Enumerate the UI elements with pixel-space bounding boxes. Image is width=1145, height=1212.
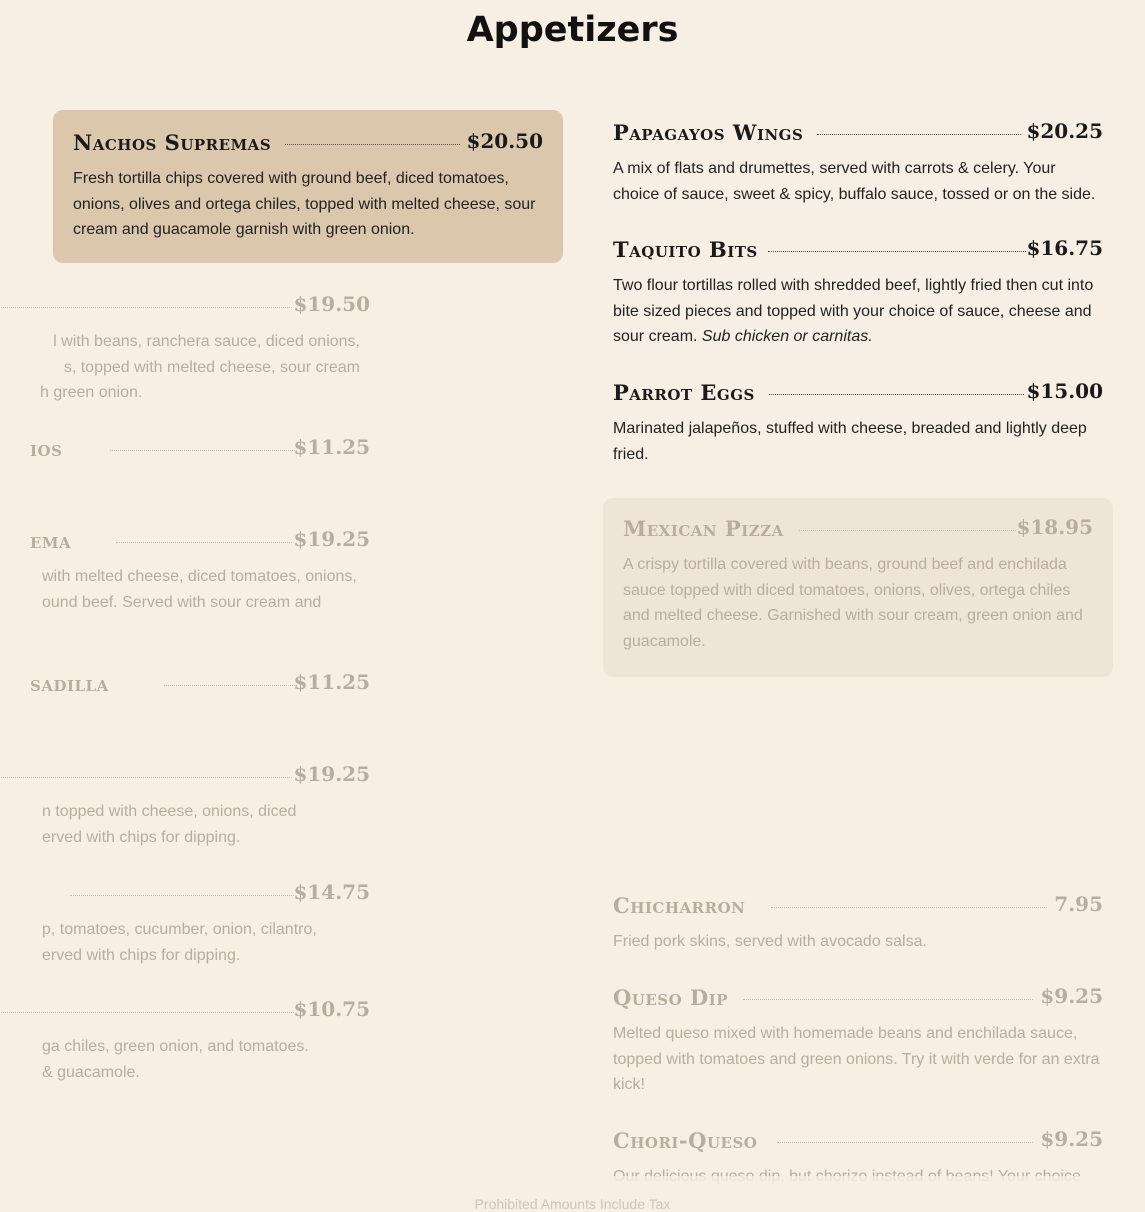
item-name: Mexican Pizza [623, 516, 784, 541]
page-title: Appetizers [466, 10, 679, 50]
item-description-line: p, tomatoes, cucumber, onion, cilantro, [42, 921, 317, 938]
item-name: Chicharron [613, 893, 746, 918]
item-description [613, 273, 1103, 350]
item-description: A mix of flats and drumettes, served with carrots & celery. Your choice of sauce, sweet & spicy, buffalo sauce, tossed or on the side. [613, 160, 1096, 203]
item-description: A crispy tortilla covered with beans, ground beef and enchilada sauce topped with diced tomatoes, onions, olives, ortega chiles and melted cheese. Garnished with sour cream, green onion and guacamole. [623, 556, 1083, 650]
item-description: Marinated jalapeños, stuffed with cheese, breaded and lightly deep fried. [613, 420, 1087, 463]
dot-leader [768, 251, 1026, 252]
item-description-line: erved with chips for dipping. [42, 946, 241, 964]
item-price: $20.50 [466, 129, 543, 153]
menu-card-left-1[interactable] [0, 293, 370, 406]
item-price: $9.25 [1040, 984, 1103, 1008]
menu-card-left-6[interactable] [0, 881, 370, 968]
item-price: $14.75 [293, 880, 370, 904]
item-price: $10.75 [293, 997, 370, 1021]
item-description-text: Two flour tortillas rolled with shredded beef, lightly fried then cut into bite sized pieces and topped with your choice of sauce, cheese and sour cream. [613, 277, 1094, 345]
item-price: $11.25 [293, 435, 370, 459]
item-description-line: ound beef. Served with sour cream and [42, 593, 322, 611]
dot-leader [743, 999, 1033, 1000]
dot-leader [0, 777, 292, 778]
item-price: $19.25 [293, 527, 370, 551]
dot-leader [110, 450, 297, 451]
menu-card-nachos-supremas[interactable] [53, 110, 563, 263]
item-price: $16.75 [1026, 236, 1103, 260]
menu-card-queso-dip[interactable] [613, 985, 1103, 1098]
item-price: 7.95 [1054, 892, 1103, 916]
item-name: ema [30, 528, 72, 553]
menu-card-parrot-eggs[interactable] [613, 380, 1103, 467]
item-name: Nachos Supremas [73, 130, 272, 155]
item-name: Chori-Queso [613, 1128, 758, 1153]
item-price: $20.25 [1026, 119, 1103, 143]
menu-card-left-3[interactable] [0, 528, 370, 615]
menu-card-left-5[interactable] [0, 763, 370, 850]
item-price: $15.00 [1026, 379, 1103, 403]
item-price: $9.25 [1040, 1127, 1103, 1151]
item-name: Papagayos Wings [613, 120, 804, 145]
menu-card-left-2[interactable] [0, 436, 370, 466]
item-description: Melted queso mixed with homemade beans and enchilada sauce, topped with tomatoes and green onions. Try it with verde for an extra kick! [613, 1025, 1100, 1093]
dot-leader [164, 685, 297, 686]
menu-card-papagayos-wings[interactable] [613, 120, 1103, 207]
dot-leader [285, 144, 460, 145]
item-name: Taquito Bits [613, 237, 758, 262]
dot-leader [70, 895, 294, 896]
dot-leader [799, 530, 1016, 531]
dot-leader [0, 307, 292, 308]
item-description-line: n topped with cheese, onions, diced [42, 803, 297, 820]
item-price: $19.50 [293, 292, 370, 316]
menu-card-left-4[interactable] [0, 671, 370, 701]
item-description-line: l with beans, ranchera sauce, diced onions, [53, 333, 360, 350]
item-name: ios [30, 436, 63, 461]
item-name: Parrot Eggs [613, 380, 755, 405]
item-note: Sub chicken or carnitas. [701, 328, 873, 345]
menu-card-left-7[interactable] [0, 998, 370, 1085]
item-description-line: erved with chips for dipping. [42, 828, 241, 846]
dot-leader [0, 1012, 294, 1013]
item-price: $18.95 [1016, 515, 1093, 539]
item-description-line: & guacamole. [42, 1063, 140, 1081]
dot-leader [116, 542, 292, 543]
item-name: Queso Dip [613, 985, 729, 1010]
menu-card-taquito-bits[interactable] [613, 237, 1103, 350]
dot-leader [777, 1142, 1033, 1143]
item-description: Fresh tortilla chips covered with ground beef, diced tomatoes, onions, olives and ortega chiles, topped with melted cheese, sour cream and guacamole garnish with green onion. [73, 170, 536, 238]
menu-card-chicharron[interactable] [613, 893, 1103, 955]
footer-text: Prohibited Amounts Include Tax [474, 1196, 671, 1212]
item-price: $19.25 [293, 762, 370, 786]
item-name: sadilla [30, 671, 109, 696]
left-column-clipped [30, 280, 370, 1100]
item-price: $11.25 [293, 670, 370, 694]
item-description-line: with melted cheese, diced tomatoes, onions, [42, 568, 357, 585]
item-description-line: s, topped with melted cheese, sour cream [63, 358, 360, 376]
dot-leader [769, 394, 1024, 395]
menu-card-chori-queso[interactable] [613, 1128, 1103, 1176]
dot-leader [817, 134, 1021, 135]
dot-leader [771, 907, 1047, 908]
menu-card-mexican-pizza[interactable] [603, 498, 1113, 677]
item-description-line: h green onion. [40, 384, 143, 401]
item-description: Fried pork skins, served with avocado salsa. [613, 933, 927, 950]
item-description-line: ga chiles, green onion, and tomatoes. [42, 1038, 309, 1055]
